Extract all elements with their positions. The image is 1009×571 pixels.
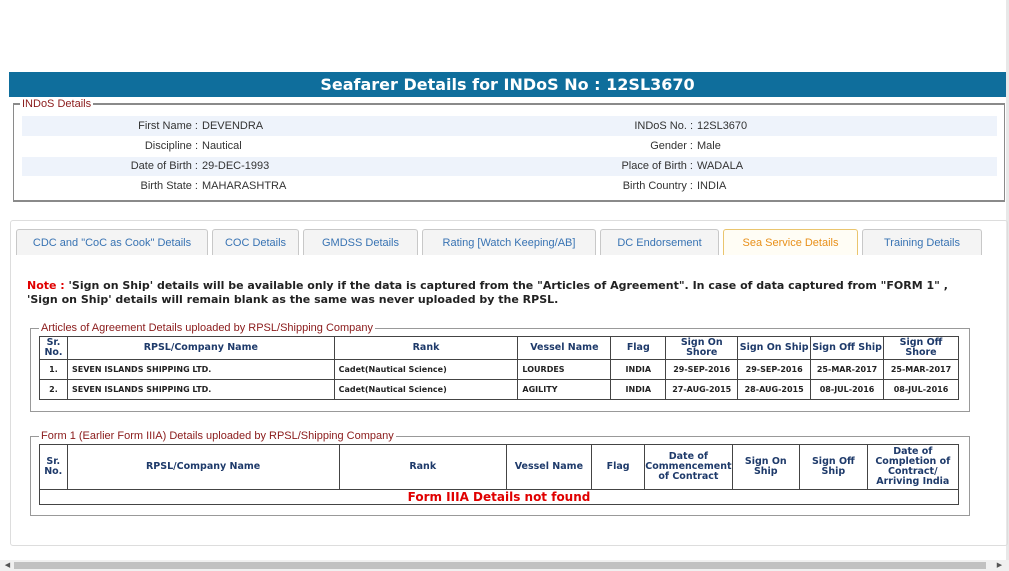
- birth-state-value: MAHARASHTRA: [202, 176, 482, 196]
- no-records-message: Form IIIA Details not found: [40, 490, 959, 505]
- tab-dc-endorsement[interactable]: DC Endorsement: [600, 229, 719, 255]
- indos-details-section: [13, 98, 1005, 202]
- indos-details-legend: INDoS Details: [22, 98, 92, 110]
- col-vessel-name: Vessel Name: [518, 337, 611, 360]
- form1-legend: Form 1 (Earlier Form IIIA) Details uploaded by RPSL/Shipping Company: [41, 430, 394, 442]
- cell-company-name: SEVEN ISLANDS SHIPPING LTD.: [67, 360, 334, 380]
- col-sr-no: Sr. No.: [40, 445, 68, 490]
- dob-label: Date of Birth :: [22, 156, 202, 176]
- col-flag: Flag: [591, 445, 644, 490]
- col-sr-no: Sr. No.: [40, 337, 68, 360]
- cell-rank: Cadet(Nautical Science): [334, 380, 518, 400]
- cell-sign-on-ship: 28-AUG-2015: [738, 380, 811, 400]
- cell-sign-off-shore: 08-JUL-2016: [884, 380, 959, 400]
- tab-sea-service-details[interactable]: Sea Service Details: [723, 229, 858, 255]
- cell-vessel-name: AGILITY: [518, 380, 611, 400]
- table-row: [40, 360, 959, 380]
- col-company-name: RPSL/Company Name: [67, 337, 334, 360]
- cell-sr-no: 2.: [40, 380, 68, 400]
- table-header-row: [40, 445, 959, 490]
- first-name-value: DEVENDRA: [202, 116, 482, 136]
- page-title: Seafarer Details for INDoS No : 12SL3670: [9, 72, 1006, 97]
- table-row: [40, 490, 959, 505]
- indos-row: [22, 176, 997, 196]
- cell-sr-no: 1.: [40, 360, 68, 380]
- articles-of-agreement-table: [39, 336, 959, 400]
- col-flag: Flag: [611, 337, 666, 360]
- col-rank: Rank: [339, 445, 506, 490]
- col-vessel-name: Vessel Name: [506, 445, 591, 490]
- col-date-of-commencement: Date of Commencement of Contract: [645, 445, 732, 490]
- gender-value: Male: [697, 136, 997, 156]
- scroll-right-arrow-icon[interactable]: ▶: [996, 562, 1003, 569]
- discipline-label: Discipline :: [22, 136, 202, 156]
- place-of-birth-value: WADALA: [697, 156, 997, 176]
- cell-sign-on-shore: 27-AUG-2015: [666, 380, 738, 400]
- col-sign-on-shore: Sign On Shore: [666, 337, 738, 360]
- indos-no-value: 12SL3670: [697, 116, 997, 136]
- tab-gmdss-details[interactable]: GMDSS Details: [303, 229, 418, 255]
- col-sign-on-ship: Sign On Ship: [738, 337, 811, 360]
- form1-section: [30, 430, 970, 516]
- col-sign-off-ship: Sign Off Ship: [800, 445, 868, 490]
- tab-rating-watch-keeping[interactable]: Rating [Watch Keeping/AB]: [422, 229, 596, 255]
- indos-no-label: INDoS No. :: [482, 116, 697, 136]
- cell-flag: INDIA: [611, 360, 666, 380]
- articles-of-agreement-section: [30, 322, 970, 412]
- tab-training-details[interactable]: Training Details: [862, 229, 982, 255]
- birth-country-value: INDIA: [697, 176, 997, 196]
- dob-value: 29-DEC-1993: [202, 156, 482, 176]
- gender-label: Gender :: [482, 136, 697, 156]
- col-sign-on-ship: Sign On Ship: [732, 445, 800, 490]
- first-name-label: First Name :: [22, 116, 202, 136]
- cell-sign-off-shore: 25-MAR-2017: [884, 360, 959, 380]
- col-company-name: RPSL/Company Name: [67, 445, 339, 490]
- indos-row: [22, 156, 997, 176]
- indos-details-table: [22, 116, 997, 197]
- form1-table: [39, 444, 959, 505]
- cell-sign-on-ship: 29-SEP-2016: [738, 360, 811, 380]
- col-rank: Rank: [334, 337, 518, 360]
- cell-rank: Cadet(Nautical Science): [334, 360, 518, 380]
- table-header-row: [40, 337, 959, 360]
- col-sign-off-ship: Sign Off Ship: [811, 337, 884, 360]
- indos-row: [22, 136, 997, 156]
- cell-company-name: SEVEN ISLANDS SHIPPING LTD.: [67, 380, 334, 400]
- cell-sign-on-shore: 29-SEP-2016: [666, 360, 738, 380]
- note-text: 'Sign on Ship' details will be available only if the data is captured from the "Articles of Agreement". In case of data captured from "FORM 1" , 'Sign on Ship' details will remain blank as the same was never uploaded by the RPSL.: [27, 279, 948, 306]
- cell-flag: INDIA: [611, 380, 666, 400]
- note-prefix: Note :: [27, 279, 65, 292]
- cell-sign-off-ship: 08-JUL-2016: [811, 380, 884, 400]
- place-of-birth-label: Place of Birth :: [482, 156, 697, 176]
- scrollbar-thumb[interactable]: [14, 562, 986, 569]
- cell-sign-off-ship: 25-MAR-2017: [811, 360, 884, 380]
- birth-country-label: Birth Country :: [482, 176, 697, 196]
- tab-cdc-details[interactable]: CDC and "CoC as Cook" Details: [16, 229, 208, 255]
- birth-state-label: Birth State :: [22, 176, 202, 196]
- horizontal-scrollbar[interactable]: [0, 560, 1009, 571]
- cell-vessel-name: LOURDES: [518, 360, 611, 380]
- scroll-left-arrow-icon[interactable]: ◀: [4, 562, 11, 569]
- table-row: [40, 380, 959, 400]
- tab-coc-details[interactable]: COC Details: [212, 229, 299, 255]
- sign-on-ship-note: [27, 279, 977, 307]
- indos-row: [22, 116, 997, 136]
- col-sign-off-shore: Sign Off Shore: [884, 337, 959, 360]
- articles-of-agreement-legend: Articles of Agreement Details uploaded by RPSL/Shipping Company: [41, 322, 374, 334]
- discipline-value: Nautical: [202, 136, 482, 156]
- col-date-of-completion: Date of Completion of Contract/ Arriving India: [867, 445, 958, 490]
